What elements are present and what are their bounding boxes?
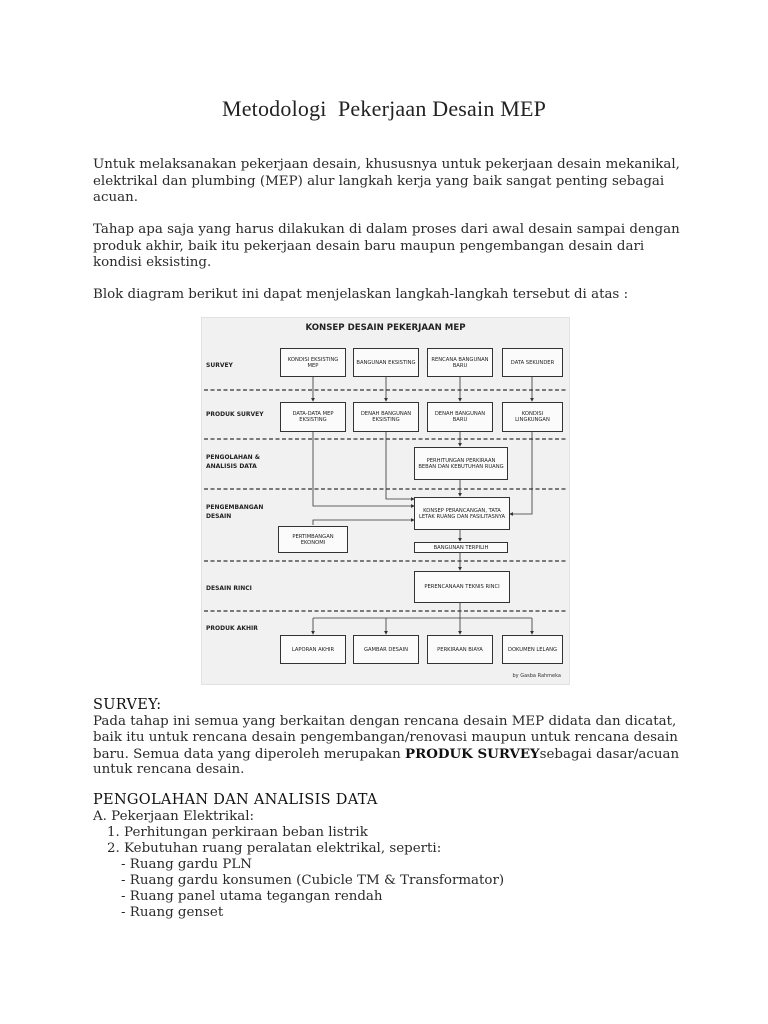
- box-gambar-desain: GAMBAR DESAIN: [353, 635, 419, 664]
- diagram-credit: by Gasba Rahmeka: [512, 673, 561, 679]
- box-pertimbangan-ekonomi: PERTIMBANGAN EKONOMI: [278, 526, 348, 553]
- page-title: Metodologi Pekerjaan Desain MEP: [221, 96, 547, 121]
- box-bangunan-terpilih: BANGUNAN TERPILIH: [414, 542, 508, 553]
- section-heading-survey: SURVEY:: [93, 697, 162, 713]
- box-denah-eksisting: DENAH BANGUNAN EKSISTING: [353, 402, 419, 432]
- list-item-2: 2. Kebutuhan ruang peralatan elektrikal, seperti:: [107, 841, 442, 856]
- box-kondisi-lingkungan: KONDISI LINGKUNGAN: [502, 402, 563, 432]
- box-data-sekunder: DATA SEKUNDER: [502, 348, 563, 377]
- stage-label-produk-survey: PRODUK SURVEY: [206, 411, 264, 418]
- bullet-item: - Ruang genset: [121, 905, 224, 920]
- survey-line-4: untuk rencana desain.: [93, 762, 245, 777]
- stage-label-pengolahan: PENGOLAHAN & ANALISIS DATA: [206, 454, 261, 470]
- stage-label-survey: SURVEY: [206, 362, 233, 369]
- intro-paragraph-3: Blok diagram berikut ini dapat menjelaskan langkah-langkah tersebut di atas :: [93, 287, 629, 302]
- box-denah-baru: DENAH BANGUNAN BARU: [427, 402, 493, 432]
- intro-paragraph-1: Untuk melaksanakan pekerjaan desain, khususnya untuk pekerjaan desain mekanikal, elektrikal dan plumbing (MEP) alur langkah kerja yang baik sangat penting sebagai acuan.: [93, 157, 680, 205]
- bullet-item: - Ruang panel utama tegangan rendah: [121, 889, 383, 904]
- survey-line-2: baik itu untuk rencana desain pengembangan/renovasi maupun untuk rencana desain: [93, 730, 678, 745]
- box-perencanaan-teknis: PERENCANAAN TEKNIS RINCI: [414, 571, 510, 603]
- stage-label-produk-akhir: PRODUK AKHIR: [206, 625, 258, 632]
- stage-label-pengembangan: PENGEMBANGAN DESAIN: [206, 504, 264, 520]
- box-dokumen-lelang: DOKUMEN LELANG: [502, 635, 563, 664]
- box-data-data-mep: DATA-DATA MEP EKSISTING: [280, 402, 346, 432]
- section-heading-pengolahan: PENGOLAHAN DAN ANALISIS DATA: [93, 792, 378, 808]
- intro-paragraph-2: Tahap apa saja yang harus dilakukan di dalam proses dari awal desain sampai dengan produk akhir, baik itu pekerjaan desain baru maupun pengembangan desain dari kondisi eksisting.: [93, 222, 680, 270]
- bullet-item: - Ruang gardu konsumen (Cubicle TM & Transformator): [121, 873, 505, 888]
- list-item-1: 1. Perhitungan perkiraan beban listrik: [107, 825, 368, 840]
- box-kondisi-eksisting: KONDISI EKSISTING MEP: [280, 348, 346, 377]
- survey-line-1: Pada tahap ini semua yang berkaitan dengan rencana desain MEP didata dan dicatat,: [93, 714, 677, 729]
- bullet-item: - Ruang gardu PLN: [121, 857, 252, 872]
- survey-line-3-tail: sebagai dasar/acuan: [539, 747, 680, 762]
- subsection-elektrikal: A. Pekerjaan Elektrikal:: [93, 809, 255, 824]
- box-perhitungan: PERHITUNGAN PERKIRAAN BEBAN DAN KEBUTUHAN RUANG: [414, 447, 508, 480]
- box-perkiraan-biaya: PERKIRAAN BIAYA: [427, 635, 493, 664]
- stage-label-desain-rinci: DESAIN RINCI: [206, 585, 252, 592]
- block-diagram: [201, 317, 570, 685]
- box-bangunan-eksisting: BANGUNAN EKSISTING: [353, 348, 419, 377]
- box-laporan-akhir: LAPORAN AKHIR: [280, 635, 346, 664]
- box-rencana-bangunan-baru: RENCANA BANGUNAN BARU: [427, 348, 493, 377]
- box-konsep-perancangan: KONSEP PERANCANGAN, TATA LETAK RUANG DAN FASILITASNYA: [414, 497, 510, 530]
- survey-line-3: [93, 746, 679, 763]
- diagram-title: KONSEP DESAIN PEKERJAAN MEP: [305, 323, 466, 333]
- survey-line-3-text: baru. Semua data yang diperoleh merupakan: [93, 747, 406, 762]
- produk-survey-emphasis: PRODUK SURVEY: [405, 746, 540, 762]
